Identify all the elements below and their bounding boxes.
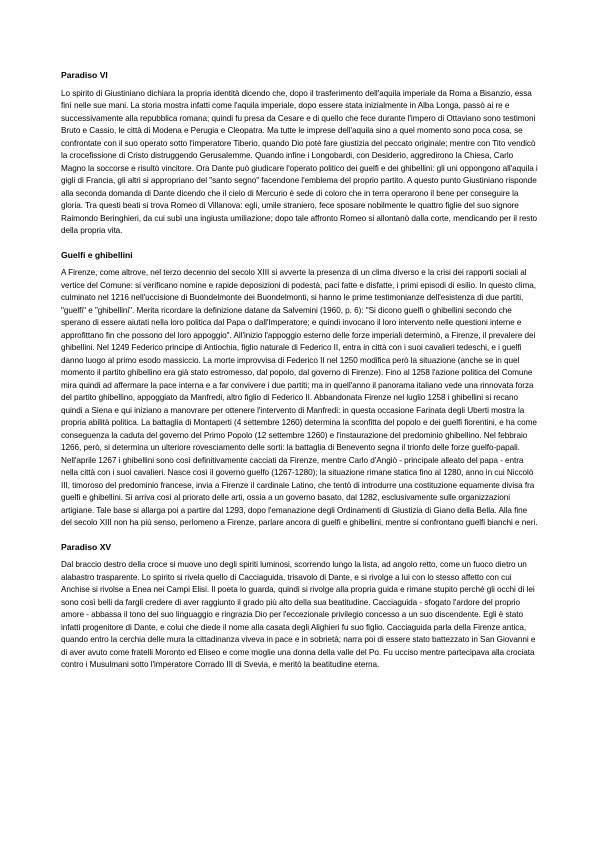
section-paradiso-xv — [61, 541, 539, 672]
section-paragraph: Lo spirito di Giustiniano dichiara la propria identità dicendo che, dopo il trasferimento dell'aquila imperiale da Roma a Bisanzio, essa finì nelle sue mani. La storia mostra infatti come l'aquila imperiale, dopo essere stata inizialmente in Alba Longa, passò ai re e successivamente alla repubblica romana; quindi fu presa da Cesare e di quello che fece durante l'impero di Ottaviano sono testimoni Bruto e Cassio, le città di Modena e Perugia e Cleopatra. Ma tutte le imprese dell'aquila sino a quel momento sono poca cosa, se confrontate con il suo operato sotto l'imperatore Tiberio, quando Dio poté fare giustizia del peccato originale; mentre con Tito vendicò la crocefissione di Cristo distruggendo Gerusalemme. Quando infine i Longobardi, con Desiderio, aggredirono la Chiesa, Carlo Magno la soccorse e risultò vincitore. Ora Dante può giudicare l'operato politico dei guelfi e dei ghibellini: gli uni oppongono all'aquila i gigli di Francia, gli altri si appropriano del "santo segno" facendone l'emblema del proprio partito. A questo punto Giustiniano risponde alla seconda domanda di Dante dicendo che il cielo di Mercurio è sede di coloro che in terra operarono il bene per conseguire la gloria. Tra questi beati si trova Romeo di Villanova: egli, umile straniero, fece sposare nobilmente le quattro figlie del suo signore Raimondo Beringhieri, da cui subì una ingiusta umiliazione; dopo tale affronto Romeo si allontanò dalla corte, mendicando per il resto della propria vita. — [61, 88, 538, 235]
section-paragraph: Dal braccio destro della croce si muove uno degli spiriti luminosi, scorrendo lungo la lista, ad angolo retto, come un fuoco dietro un alabastro trasparente. Lo spirito si rivela quello di Cacciaguida, trisavolo di Dante, e si rivolge a lui con lo stesso affetto con cui Anchise si rivolse a Enea nei Campi Elisi. Il poeta lo guarda, quindi si rivolge alla propria guida e rimane stupito perché gli occhi di lei sono così belli da fargli credere di aver raggiunto il grado più alto della sua beatitudine. Cacciaguida - sfogato l'ardore del proprio amore - abbassa il tono del suo linguaggio e ringrazia Dio per l'eccezionale privilegio concesso a un suo discendente. Egli è stato infatti progenitore di Dante, e colui che diede il nome alla casata degli Alighieri fu suo figlio. Cacciaguida parla della Firenze antica, quando entro la cerchia delle mura la cittadinanza viveva in pace e in sobrietà; narra poi di essere stato battezzato in San Giovanni e di aver avuto come fratelli Moronto ed Eliseo e come moglie una donna della valle del Po. Fu ucciso mentre partecipava alla crociata contro i Musulmani sotto l'imperatore Corrado III di Svevia, e meritò la beatitudine eterna. — [61, 560, 536, 669]
section-paradiso-vi — [61, 69, 539, 238]
section-guelfi-e-ghibellini — [61, 249, 539, 530]
section-title: Paradiso VI — [61, 70, 108, 80]
section-paragraph: A Firenze, come altrove, nel terzo decennio del secolo XIII si avverte la presenza di un clima diverso e la crisi dei rapporti sociali al vertice del Comune: si verificano nomine e rapide deposizioni di podestà, paci fatte e disfatte, i primi episodi di esilio. In questo clima, culminato nel 1216 nell'uccisione di Buondelmonte dei Buondelmonti, si hanno le prime testimonianze dell'esistenza di due partiti, "guelfi" e "ghibellini". Merita ricordare la definizione datane da Salvemini (1960, p. 6): "Si dicono guelfi o ghibellini secondo che sperano di essere aiutati nella loro politica dal Papa o dall'Imperatore; e quindi invocano il loro intervento nelle questioni interne e approfittano fin che possono del loro appoggio". All'inizio l'appoggio esterno delle forze imperiali determinò, a Firenze, il prevalere dei ghibellini. Nel 1249 Federico principe di Antiochia, figlio naturale di Federico II, entra in città con i suoi cavalieri tedeschi, e i guelfi danno luogo al primo esodo massiccio. La morte improvvisa di Federico II nel 1250 modifica però la situazione (anche se in quel momento il partito ghibellino era già stato estromesso, dal popolo, dal governo di Firenze). Fino al 1258 l'azione politica del Comune mira quindi ad affermare la pace interna e a far convivere i due partiti; ma in quell'anno il panorama italiano vede una rinnovata forza del partito ghibellino, appoggiato da Manfredi, altro figlio di Federico II. Abbandonata Firenze nel luglio 1258 i ghibellini si recano quindi a Siena e qui iniziano a manovrare per ottenere l'intervento di Manfredi: in questa occasione Farinata degli Uberti mostra la propria abilità politica. La battaglia di Montaperti (4 settembre 1260) determina la sconfitta del popolo e dei guelfi fiorentini, e ha come conseguenza la caduta del governo del Primo Popolo (12 settembre 1260) e l'instaurazione del predominio ghibellino. Nel febbraio 1266, però, si determina un ulteriore rovesciamento delle sorti: la battaglia di Benevento segna il trionfo delle forze guelfo-papali. Nell'aprile 1267 i ghibellini sono così definitivamente cacciati da Firenze, mentre Carlo d'Angiò - principale alleato del papa - entra nella città con i suoi cavalieri. Nasce così il governo guelfo (1267-1280); la situazione rimane statica fino al 1280, anno in cui Niccolò III, timoroso del predominio francese, invia a Firenze il cardinale Latino, che tentò di introdurre una costituzione equamente divisa fra guelfi e ghibellini. Si arriva così al priorato delle arti, ossia a un governo basato, dal 1282, esclusivamente sulle organizzazioni artigiane. Tale base si allarga poi a partire dal 1293, dopo l'emanazione degli Ordinamenti di Giustizia di Giano della Bella. Alla fine del secolo XIII non ha più senso, perlomeno a Firenze, parlare ancora di guelfi e ghibellini, mentre si confrontano guelfi bianchi e neri. — [61, 268, 538, 527]
section-title: Guelfi e ghibellini — [61, 249, 133, 260]
section-title: Paradiso XV — [61, 541, 112, 552]
document-page — [61, 69, 539, 672]
